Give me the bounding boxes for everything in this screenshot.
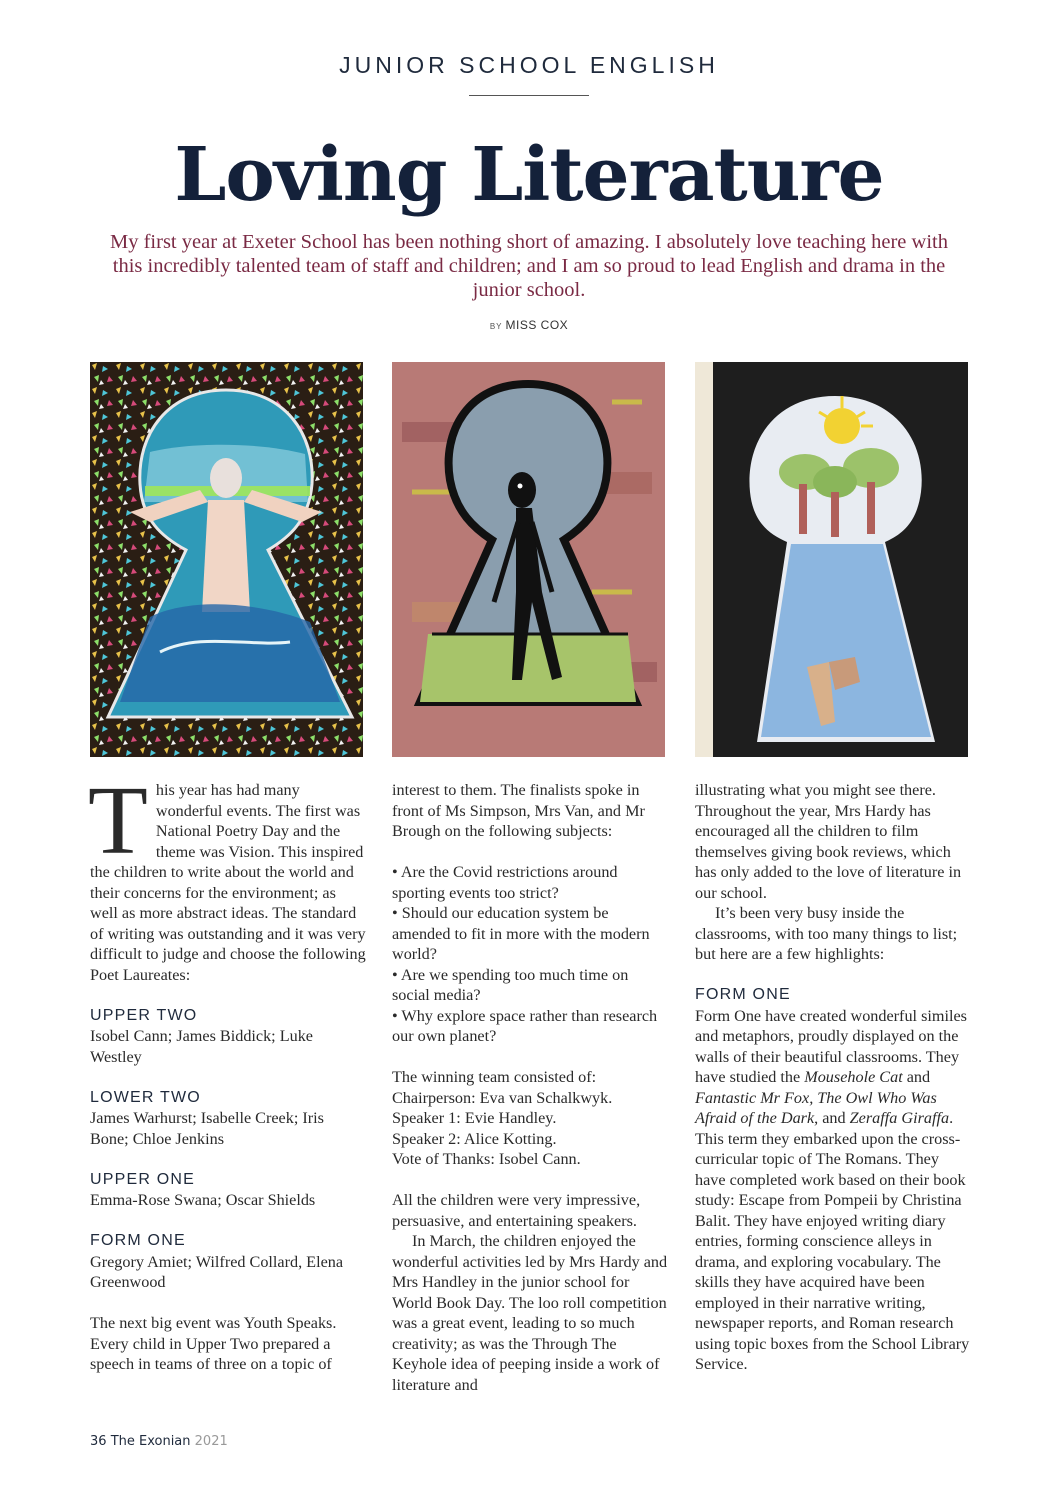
form-one-heading: FORM ONE <box>695 986 791 1003</box>
youth-speaks-paragraph: The next big event was Youth Speaks. Every child in Upper Two prepared a speech in teams of three on a topic of <box>90 1314 337 1373</box>
page-footer <box>90 1434 228 1449</box>
intro-paragraph: This year has had many wonderful events. The first was National Poetry Day and the theme was Vision. This inspired the children to write about the world and their concerns for the environment; as well as more abstract ideas. The standard of writing was outstanding and it was very difficult to judge and choose the following Poet Laureates: <box>88 767 366 984</box>
book-title: Fantastic Mr Fox, The Owl Who Was Afraid of the Dark <box>695 1088 937 1127</box>
world-book-day-paragraph: In March, the children enjoyed the wonderful activities led by Mrs Hardy and Mrs Handley in the junior school for World Book Day. The loo roll competition was a great event, leading to so much creativity; as was the Through The Keyhole idea of peeping inside a work of literature and <box>392 1232 668 1394</box>
keyhole-artwork-figure <box>392 362 665 757</box>
publication-year: 2021 <box>194 1434 228 1449</box>
publication-name: The Exonian <box>110 1434 191 1449</box>
book-title: Mousehole Cat <box>804 1068 903 1086</box>
book-title: Zeraffa Giraffa <box>849 1109 950 1127</box>
keyhole-artwork-drawing <box>695 362 968 757</box>
keyhole-paragraph: illustrating what you might see there. Throughout the year, Mrs Hardy has encouraged all the children to film themselves giving book reviews, which has only added to the love of literature in our school. <box>695 781 962 902</box>
author-name: MISS COX <box>505 318 569 332</box>
article-column-2 <box>392 780 668 1395</box>
page-number: 36 <box>90 1434 107 1449</box>
page-title: Loving Literature <box>174 132 884 218</box>
subject-item: • Are we spending too much time on social media? <box>392 965 629 1004</box>
laureate-heading: UPPER ONE <box>90 1170 196 1188</box>
section-divider <box>469 95 589 96</box>
team-member: Speaker 1: Evie Handley. <box>392 1109 557 1127</box>
article-column-3 <box>695 780 971 1375</box>
drop-cap: T <box>88 767 148 875</box>
laureate-names: Gregory Amiet; Wilfred Collard, Elena Greenwood <box>90 1252 344 1291</box>
standfirst: My first year at Exeter School has been nothing short of amazing. I absolutely love teaching here with this incredibly talented team of staff and children; and I am so proud to lead English and drama in the junior school. <box>110 231 948 301</box>
team-member: Speaker 2: Alice Kotting. <box>392 1129 557 1148</box>
finalists-paragraph: interest to them. The finalists spoke in front of Ms Simpson, Mrs Van, and Mr Brough on the following subjects: <box>392 781 645 840</box>
laureate-heading: LOWER TWO <box>90 1088 201 1106</box>
laureate-names: James Warhurst; Isabelle Creek; Iris Bone; Chloe Jenkins <box>90 1109 324 1148</box>
team-intro: The winning team consisted of: <box>392 1068 597 1086</box>
highlights-paragraph: It’s been very busy inside the classrooms, with too many things to list; but here are a few highlights: <box>695 904 958 963</box>
byline-prefix: BY <box>489 322 503 331</box>
laureate-heading: UPPER TWO <box>90 1006 198 1024</box>
laureate-names: Isobel Cann; James Biddick; Luke Westley <box>90 1027 313 1066</box>
team-member: Vote of Thanks: Isobel Cann. <box>392 1150 581 1168</box>
speakers-paragraph: All the children were very impressive, persuasive, and entertaining speakers. <box>392 1191 641 1230</box>
subject-item: • Should our education system be amended to fit in more with the modern world? <box>392 904 650 963</box>
section-label: JUNIOR SCHOOL ENGLISH <box>339 52 719 78</box>
article-column-1 <box>88 767 366 1375</box>
subject-item: • Are the Covid restrictions around sporting events too strict? <box>392 863 618 902</box>
form-one-paragraph: Form One have created wonderful similes and metaphors, proudly displayed on the walls of their beautiful classrooms. They have studied the Mousehole Cat and Fantastic Mr Fox, The Owl Who Was Afraid of the Dark, and Zeraffa Giraffa. This term they embarked upon the cross-curricular topic of The Romans. They have completed work based on their book study: Escape from Pompeii by Christina Balit. They have enjoyed writing diary entries, forming conscience alleys in drama, and exploring vocabulary. The skills they have acquired have been employed in their narrative writing, newspaper reports, and Roman research using topic boxes from the School Library Service. <box>695 1006 970 1373</box>
laureate-names: Emma-Rose Swana; Oscar Shields <box>90 1191 316 1209</box>
subject-item: • Why explore space rather than research our own planet? <box>392 1006 658 1045</box>
laureate-heading: FORM ONE <box>90 1232 186 1249</box>
byline <box>0 318 1058 332</box>
keyhole-artwork-glitter <box>90 362 363 757</box>
team-member: Chairperson: Eva van Schalkwyk. <box>392 1088 613 1107</box>
